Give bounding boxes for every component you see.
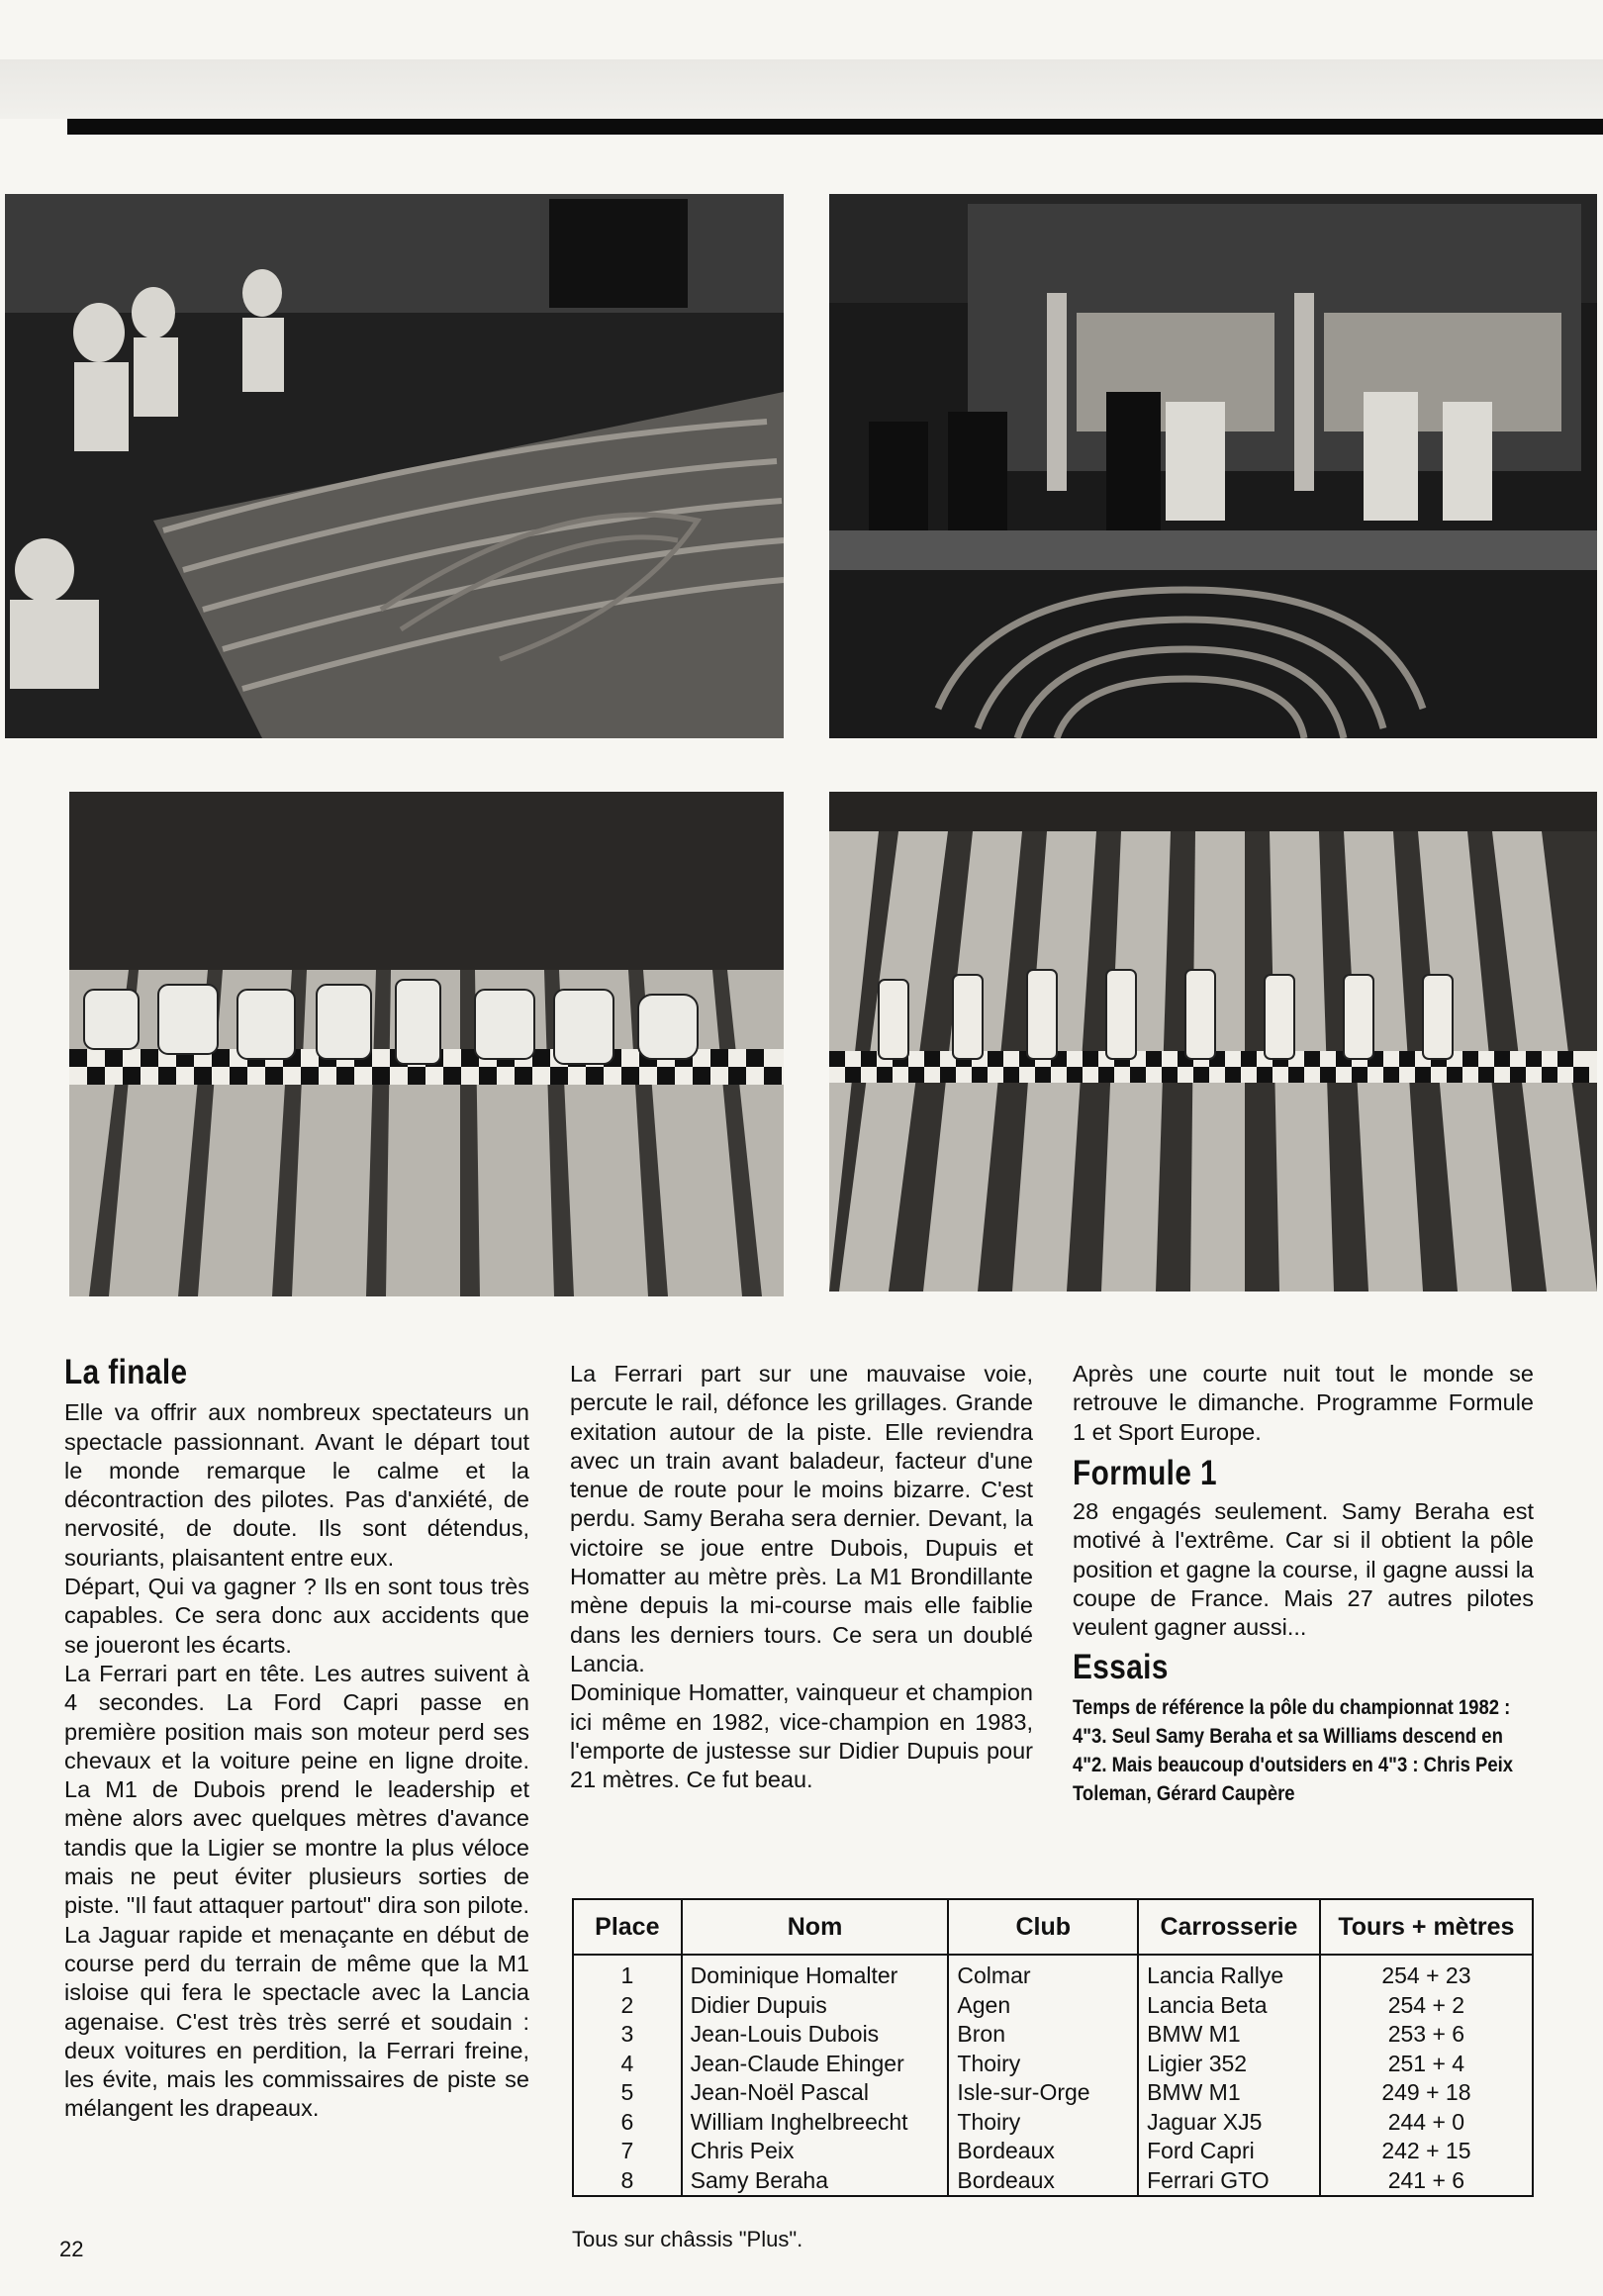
cell-place: 1 bbox=[573, 1955, 682, 1991]
table-row bbox=[573, 1991, 1533, 2021]
cell-nom: Jean-Claude Ehinger bbox=[682, 2050, 949, 2079]
cell-carrosserie: Ferrari GTO bbox=[1138, 2166, 1320, 2197]
cell-carrosserie: Jaguar XJ5 bbox=[1138, 2108, 1320, 2138]
formula1-grid-photo bbox=[829, 792, 1597, 1292]
cell-score: 249 + 18 bbox=[1320, 2078, 1533, 2108]
cell-club: Thoiry bbox=[948, 2050, 1138, 2079]
cell-club: Bordeaux bbox=[948, 2166, 1138, 2197]
header-club: Club bbox=[948, 1899, 1138, 1955]
heading-la-finale: La finale bbox=[64, 1353, 188, 1391]
cell-carrosserie: BMW M1 bbox=[1138, 2020, 1320, 2050]
cell-nom: Chris Peix bbox=[682, 2137, 949, 2166]
cell-carrosserie: BMW M1 bbox=[1138, 2078, 1320, 2108]
cell-carrosserie: Lancia Beta bbox=[1138, 1991, 1320, 2021]
cell-score: 253 + 6 bbox=[1320, 2020, 1533, 2050]
cell-nom: Jean-Noël Pascal bbox=[682, 2078, 949, 2108]
cell-nom: Jean-Louis Dubois bbox=[682, 2020, 949, 2050]
col3-essais-text: Temps de référence la pôle du championnat 1982 : 4"3. Seul Samy Beraha et sa Williams descend en 4"2. Mais beaucoup d'outsiders en 4"3 : Chris Peix Toleman, Gérard Caupère bbox=[1073, 1695, 1514, 1805]
table-row bbox=[573, 2108, 1533, 2138]
cell-nom: Samy Beraha bbox=[682, 2166, 949, 2197]
article-column-2 bbox=[570, 1360, 1033, 1794]
track-overview-photo bbox=[5, 194, 784, 738]
heading-essais: Essais bbox=[1073, 1647, 1169, 1686]
sport-cars-grid-photo bbox=[69, 792, 784, 1296]
header-tours-metres: Tours + mètres bbox=[1320, 1899, 1533, 1955]
cell-place: 4 bbox=[573, 2050, 682, 2079]
cell-nom: Didier Dupuis bbox=[682, 1991, 949, 2021]
cell-score: 251 + 4 bbox=[1320, 2050, 1533, 2079]
cell-place: 6 bbox=[573, 2108, 682, 2138]
heading-formule-1: Formule 1 bbox=[1073, 1453, 1218, 1492]
table-row bbox=[573, 2050, 1533, 2079]
col3-intro: Après une courte nuit tout le monde se retrouve le dimanche. Programme Formule 1 et Sport Europe. bbox=[1073, 1361, 1534, 1445]
table-row bbox=[573, 2137, 1533, 2166]
table-header-row bbox=[573, 1899, 1533, 1955]
header-rule bbox=[67, 119, 1603, 135]
cell-carrosserie: Lancia Rallye bbox=[1138, 1955, 1320, 1991]
cell-score: 244 + 0 bbox=[1320, 2108, 1533, 2138]
cell-club: Thoiry bbox=[948, 2108, 1138, 2138]
col1-paragraph: Départ, Qui va gagner ? Ils en sont tous très capables. Ce sera donc aux accidents que se joueront les écarts. bbox=[64, 1574, 529, 1658]
col1-paragraph: Elle va offrir aux nombreux spectateurs un spectacle passionnant. Avant le départ tout le monde remarque le calme et la décontraction des pilotes. Pas d'anxiété, de nervosité, de doute. Ils sont détendus, souriants, plaisantent entre eux. bbox=[64, 1399, 529, 1571]
cell-place: 7 bbox=[573, 2137, 682, 2166]
cell-carrosserie: Ford Capri bbox=[1138, 2137, 1320, 2166]
results-table bbox=[572, 1898, 1534, 2197]
drivers-stand-photo bbox=[829, 194, 1597, 738]
col2-paragraph: La Ferrari part sur une mauvaise voie, percute le rail, défonce les grillages. Grande exitation autour de la piste. Elle reviendra avec un train avant baladeur, facteur d'une tenue de route pour le moins bizarre. C'est perdu. Samy Beraha sera dernier. Devant, la victoire se joue entre Dubois, Dupuis et Homatter au mètre près. La M1 Brondillante mène depuis la mi-course mais elle faiblie dans les derniers tours. Ce sera un doublé Lancia. bbox=[570, 1361, 1033, 1676]
table-row bbox=[573, 2020, 1533, 2050]
cell-club: Agen bbox=[948, 1991, 1138, 2021]
cell-club: Bordeaux bbox=[948, 2137, 1138, 2166]
table-footnote: Tous sur châssis "Plus". bbox=[572, 2227, 803, 2251]
table-row bbox=[573, 1955, 1533, 1991]
cell-score: 254 + 23 bbox=[1320, 1955, 1533, 1991]
cell-score: 242 + 15 bbox=[1320, 2137, 1533, 2166]
col3-f1-text: 28 engagés seulement. Samy Beraha est motivé à l'extrême. Car si il obtient la pôle position et gagne la course, il gagne aussi la coupe de France. Mais 27 autres pilotes veulent gagner aussi... bbox=[1073, 1498, 1534, 1641]
cell-place: 2 bbox=[573, 1991, 682, 2021]
cell-carrosserie: Ligier 352 bbox=[1138, 2050, 1320, 2079]
cell-place: 5 bbox=[573, 2078, 682, 2108]
cell-place: 8 bbox=[573, 2166, 682, 2197]
cell-club: Bron bbox=[948, 2020, 1138, 2050]
article-column-1 bbox=[64, 1353, 529, 2124]
header-place: Place bbox=[573, 1899, 682, 1955]
cell-club: Isle-sur-Orge bbox=[948, 2078, 1138, 2108]
table-row bbox=[573, 2166, 1533, 2197]
cell-club: Colmar bbox=[948, 1955, 1138, 1991]
bleed-through-band bbox=[0, 59, 1603, 119]
header-carrosserie: Carrosserie bbox=[1138, 1899, 1320, 1955]
col1-paragraph: La Ferrari part en tête. Les autres suivent à 4 secondes. La Ford Capri passe en première position mais son moteur perd ses chevaux et la voiture peine en ligne droite. La M1 de Dubois prend le leadership et mène alors avec quelques mètres d'avance tandis que la Ligier se montre la plus véloce mais ne peut éviter plusieurs sorties de piste. "Il faut attaquer partout" dira son pilote. La Jaguar rapide et menaçante en début de course perd du terrain de même que la M1 isloise qui fera le spectacle avec la Lancia agenaise. C'est très très serré et soudain : deux voitures en perdition, la Ferrari freine, les évite, mais les commissaires de piste se mélangent les drapeaux. bbox=[64, 1660, 529, 2122]
table-row bbox=[573, 2078, 1533, 2108]
cell-nom: William Inghelbreecht bbox=[682, 2108, 949, 2138]
page-number: 22 bbox=[59, 2237, 84, 2261]
cell-score: 254 + 2 bbox=[1320, 1991, 1533, 2021]
cell-score: 241 + 6 bbox=[1320, 2166, 1533, 2197]
article-column-3 bbox=[1073, 1360, 1534, 1808]
cell-nom: Dominique Homalter bbox=[682, 1955, 949, 1991]
cell-place: 3 bbox=[573, 2020, 682, 2050]
col2-paragraph: Dominique Homatter, vainqueur et champion ici même en 1982, vice-champion en 1983, l'emporte de justesse sur Didier Dupuis pour 21 mètres. Ce fut beau. bbox=[570, 1679, 1033, 1793]
header-nom: Nom bbox=[682, 1899, 949, 1955]
